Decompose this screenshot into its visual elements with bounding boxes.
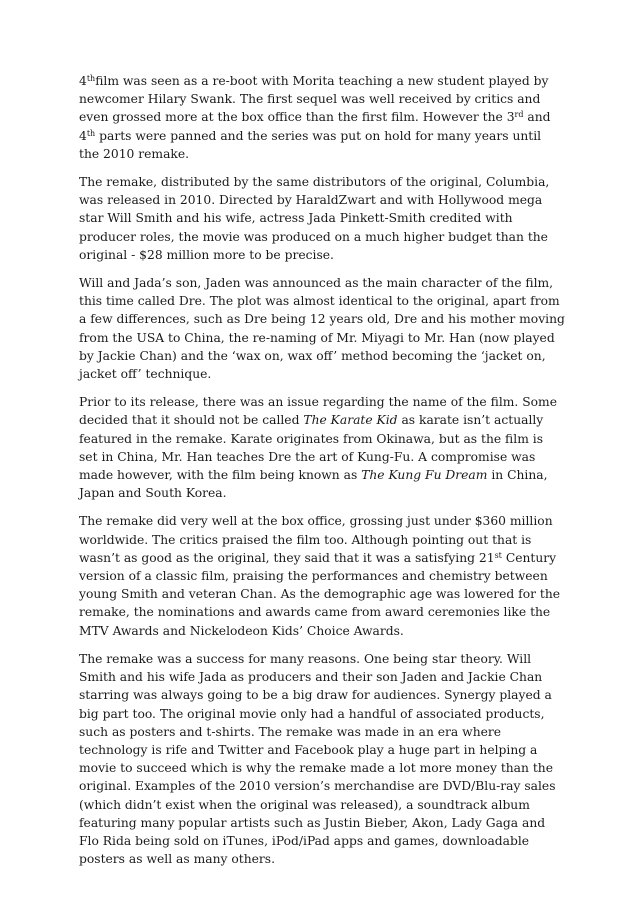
- document-page: [79, 72, 565, 878]
- text-run: film was seen as a re-boot with Morita teaching a new student played by newcomer Hilary Swank. The first sequel was well received by critics and even grossed more at the box office than the first film. However the 3: [79, 74, 549, 125]
- text-run: and 4: [79, 110, 551, 143]
- superscript-ordinal: th: [86, 74, 96, 83]
- text-run: The remake did very well at the box office, grossing just under $360 million worldwide. The critics praised the film too. Although pointing out that is wasn’t as good as the original, they said that it was a satisfying 21: [79, 514, 553, 565]
- text-run: Century version of a classic film, praising the performances and chemistry between young Smith and veteran Chan. As the demographic age was lowered for the remake, the nominations and awards came from award ceremonies like the MTV Awards and Nickelodeon Kids’ Choice Awards.: [79, 550, 561, 638]
- superscript-ordinal: rd: [514, 110, 524, 120]
- paragraph-4: [79, 393, 565, 502]
- text-run: 4: [79, 74, 87, 88]
- text-run: parts were panned and the series was put on hold for many years until the 2010 remake.: [79, 128, 542, 161]
- text-run: The remake was a success for many reasons. One being star theory. Will Smith and his wife Jada as producers and their son Jaden and Jackie Chan starring was always going to be a big draw for audiences. Synergy played a big part too. The original movie only had a handful of associated products, such as posters and t-shirts. The remake was made in an era where technology is rife and Twitter and Facebook play a huge part in helping a movie to succeed which is why the remake made a lot more money than the original. Examples of the 2010 version’s merchandise are DVD/Blu-ray sales (which didn’t exist when the original was released), a soundtrack album featuring many popular artists such as Justin Bieber, Akon, Lady Gaga and Flo Rida being sold on iTunes, iPod/iPad apps and games, downloadable posters as well as many others.: [79, 651, 556, 867]
- text-run: as karate isn’t actually featured in the remake. Karate originates from Okinawa, but as the film is set in China, Mr. Han teaches Dre the art of Kung-Fu. A compromise was made however, with the film being known as: [79, 413, 544, 483]
- film-title: The Kung Fu Dream: [361, 468, 488, 483]
- superscript-ordinal: st: [494, 550, 502, 560]
- text-run: in China, Japan and South Korea.: [79, 468, 548, 501]
- text-run: Will and Jada’s son, Jaden was announced as the main character of the film, this time called Dre. The plot was almost identical to the original, apart from a few differences, such as Dre being 12 years old, Dre and his mother moving from the USA to China, the re-naming of Mr. Miyagi to Mr. Han (now played by Jackie Chan) and the ‘wax on, wax off’ method becoming the ‘jacket on, jacket off’ technique.: [79, 276, 565, 382]
- paragraph-1: [79, 72, 565, 163]
- text-run: The remake, distributed by the same distributors of the original, Columbia, was released in 2010. Directed by HaraldZwart and with Hollywood mega star Will Smith and his wife, actress Jada Pinkett-Smith credited with producer roles, the movie was produced on a much higher budget than the original - $28 million more to be precise.: [79, 175, 550, 262]
- paragraph-3: [79, 274, 565, 383]
- film-title: The Karate Kid: [303, 413, 398, 428]
- paragraph-5: [79, 512, 565, 639]
- text-run: Prior to its release, there was an issue regarding the name of the film. Some decided that it should not be called: [79, 395, 557, 428]
- paragraph-2: [79, 173, 565, 264]
- paragraph-6: [79, 650, 565, 868]
- superscript-ordinal: th: [86, 128, 96, 138]
